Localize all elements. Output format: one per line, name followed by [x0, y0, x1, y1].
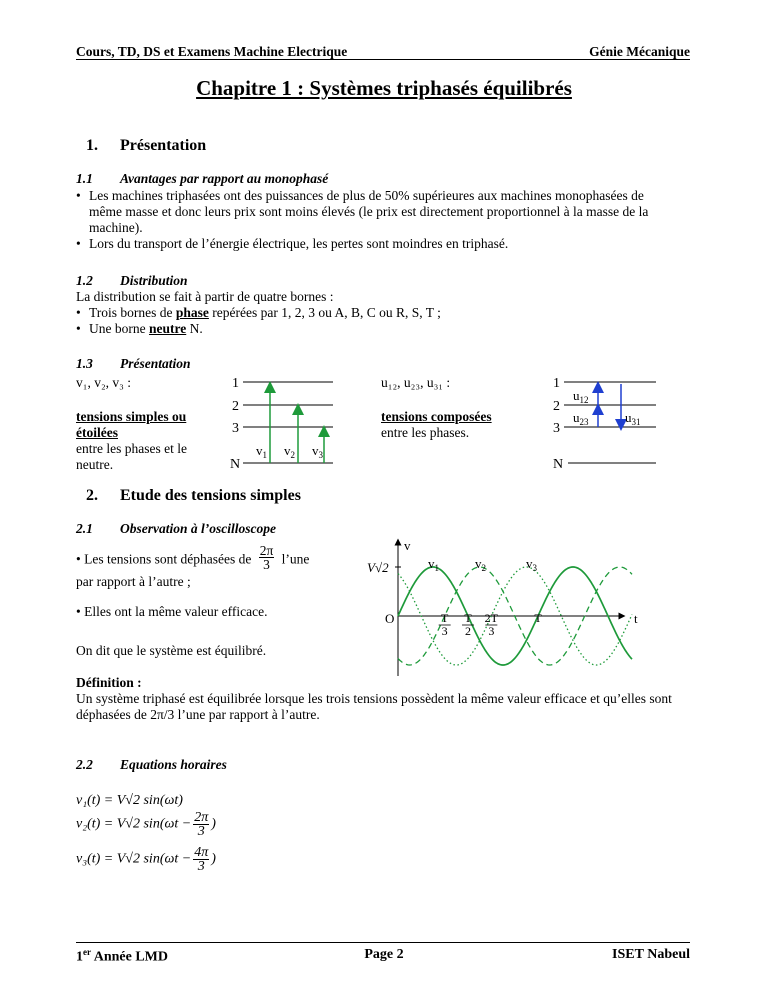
v1-series-label: $v_1$ [428, 556, 439, 573]
section-2-title: Etude des tensions simples [120, 487, 301, 504]
definition-text: Un système triphasé est équilibrée lorsque les trois tensions possèdent la même valeur efficace et qu’elles sont déphasées de 2π/3 l’une par rapport à l’autre. [76, 691, 672, 722]
v2-label: $v_2$ [284, 443, 295, 460]
section-2-1-number: 2.1 [76, 521, 93, 536]
distribution-intro: La distribution se fait à partir de quatre bornes : [76, 289, 334, 304]
distribution-item-phase: • Trois bornes de phase repérées par 1, 2, 3 ou A, B, C ou R, S, T ; [76, 305, 676, 321]
simple-voltages-title: tensions simples ou étoilées [76, 409, 187, 440]
advantage-item: • Les machines triphasées ont des puissances de plus de 50% supérieures aux machines monophasées de même masse et donc leurs prix sont moins élevés (le prix est directement proportionnel à la masse de la machine). [76, 188, 676, 236]
compound-voltages-vars: u₁₂, u₂₃, u₃₁ : [381, 375, 451, 390]
v3-series-label: $v_3$ [526, 556, 537, 573]
distribution-list [76, 305, 676, 337]
section-2-2-title: Equations horaires [120, 757, 227, 772]
tick-numerator: T [440, 611, 449, 625]
section-1-number: 1. [86, 137, 98, 154]
u12-label: $u_{12}$ [573, 388, 589, 405]
advantage-item: • Lors du transport de l’énergie électrique, les pertes sont moindres en triphasé. [76, 236, 676, 252]
v3-label: $v_3$ [312, 443, 323, 460]
section-1-1-number: 1.1 [76, 171, 93, 186]
section-2-number: 2. [86, 487, 98, 504]
phase-shift-statement: • Les tensions sont déphasées de $\frac{2\pi}{3}$ l’une [76, 543, 310, 572]
three-phase-waveform-plot [360, 536, 660, 676]
same-rms-statement: • Elles ont la même valeur efficace. [76, 604, 268, 619]
footer-rule [76, 942, 690, 943]
section-1-3-title: Présentation [120, 356, 191, 371]
tick-denominator: 3 [441, 624, 448, 638]
section-2-1-title: Observation à l’oscilloscope [120, 521, 276, 536]
terminal-1-label: 1 [232, 376, 239, 391]
advantages-list [76, 188, 676, 252]
equation-v1: v₁(t) = V√2 sin(ωt) [76, 793, 183, 808]
amplitude-label: V√2 [367, 560, 389, 575]
section-1-title: Présentation [120, 137, 207, 154]
section-2-2-number: 2.2 [76, 757, 93, 772]
header-rule [76, 59, 690, 60]
footer-right: ISET Nabeul [612, 947, 690, 962]
compound-voltages-diagram [545, 368, 660, 472]
terminal-3-label: 3 [553, 421, 560, 436]
terminal-n-label: N [230, 457, 241, 472]
page-number: Page 2 [364, 947, 404, 962]
header-right: Génie Mécanique [589, 44, 690, 59]
tick-numerator: T [464, 611, 472, 625]
terminal-1-label: 1 [553, 376, 560, 391]
tick-denominator: 2 [465, 624, 471, 638]
equation-v2: v₂(t) = V√2 sin(ωt − $\frac{2\pi}{3}$ ) [76, 810, 216, 839]
section-1-2-title: Distribution [120, 273, 188, 288]
compound-voltages-desc: entre les phases. [381, 425, 470, 440]
tick-numerator: T [534, 611, 542, 625]
terminal-2-label: 2 [553, 399, 560, 414]
terminal-3-label: 3 [232, 421, 239, 436]
terminal-2-label: 2 [232, 399, 239, 414]
footer-left: 1er Année LMD [76, 947, 168, 965]
section-1-1-title: Avantages par rapport au monophasé [120, 171, 329, 186]
compound-voltages-title: tensions composées [381, 409, 492, 424]
u31-label: $u_{31}$ [625, 410, 641, 427]
origin-label: O [385, 611, 395, 626]
section-1-3-number: 1.3 [76, 356, 93, 371]
header-left: Cours, TD, DS et Examens Machine Electrique [76, 44, 348, 59]
time-tick-labels [439, 611, 543, 638]
u23-label: $u_{23}$ [573, 410, 589, 427]
phase-shift-statement-cont: par rapport à l’autre ; [76, 574, 191, 589]
balanced-conclusion: On dit que le système est équilibré. [76, 643, 267, 658]
section-1-2-number: 1.2 [76, 273, 93, 288]
tick-numerator: 2T [484, 611, 499, 625]
tick-denominator: 3 [488, 624, 495, 638]
v2-series-label: $v_2$ [475, 556, 486, 573]
definition-title: Définition : [76, 675, 142, 690]
two-pi-over-three: $\frac{2\pi}{3}$ [259, 543, 274, 572]
equation-v3: v₃(t) = V√2 sin(ωt − $\frac{4\pi}{3}$ ) [76, 845, 216, 874]
simple-voltages-vars: v₁, v₂, v₃ : [76, 375, 131, 390]
terminal-n-label: N [553, 457, 564, 472]
page-title: Chapitre 1 : Systèmes triphasés équilibrés [196, 76, 572, 100]
v-axis-label: v [404, 538, 411, 553]
distribution-item-neutral: • Une borne neutre N. [76, 321, 676, 337]
simple-voltages-diagram [220, 368, 345, 472]
t-axis-label: t [634, 611, 638, 626]
simple-voltages-desc: entre les phases et le neutre. [76, 441, 187, 472]
v1-label: $v_1$ [256, 443, 267, 460]
